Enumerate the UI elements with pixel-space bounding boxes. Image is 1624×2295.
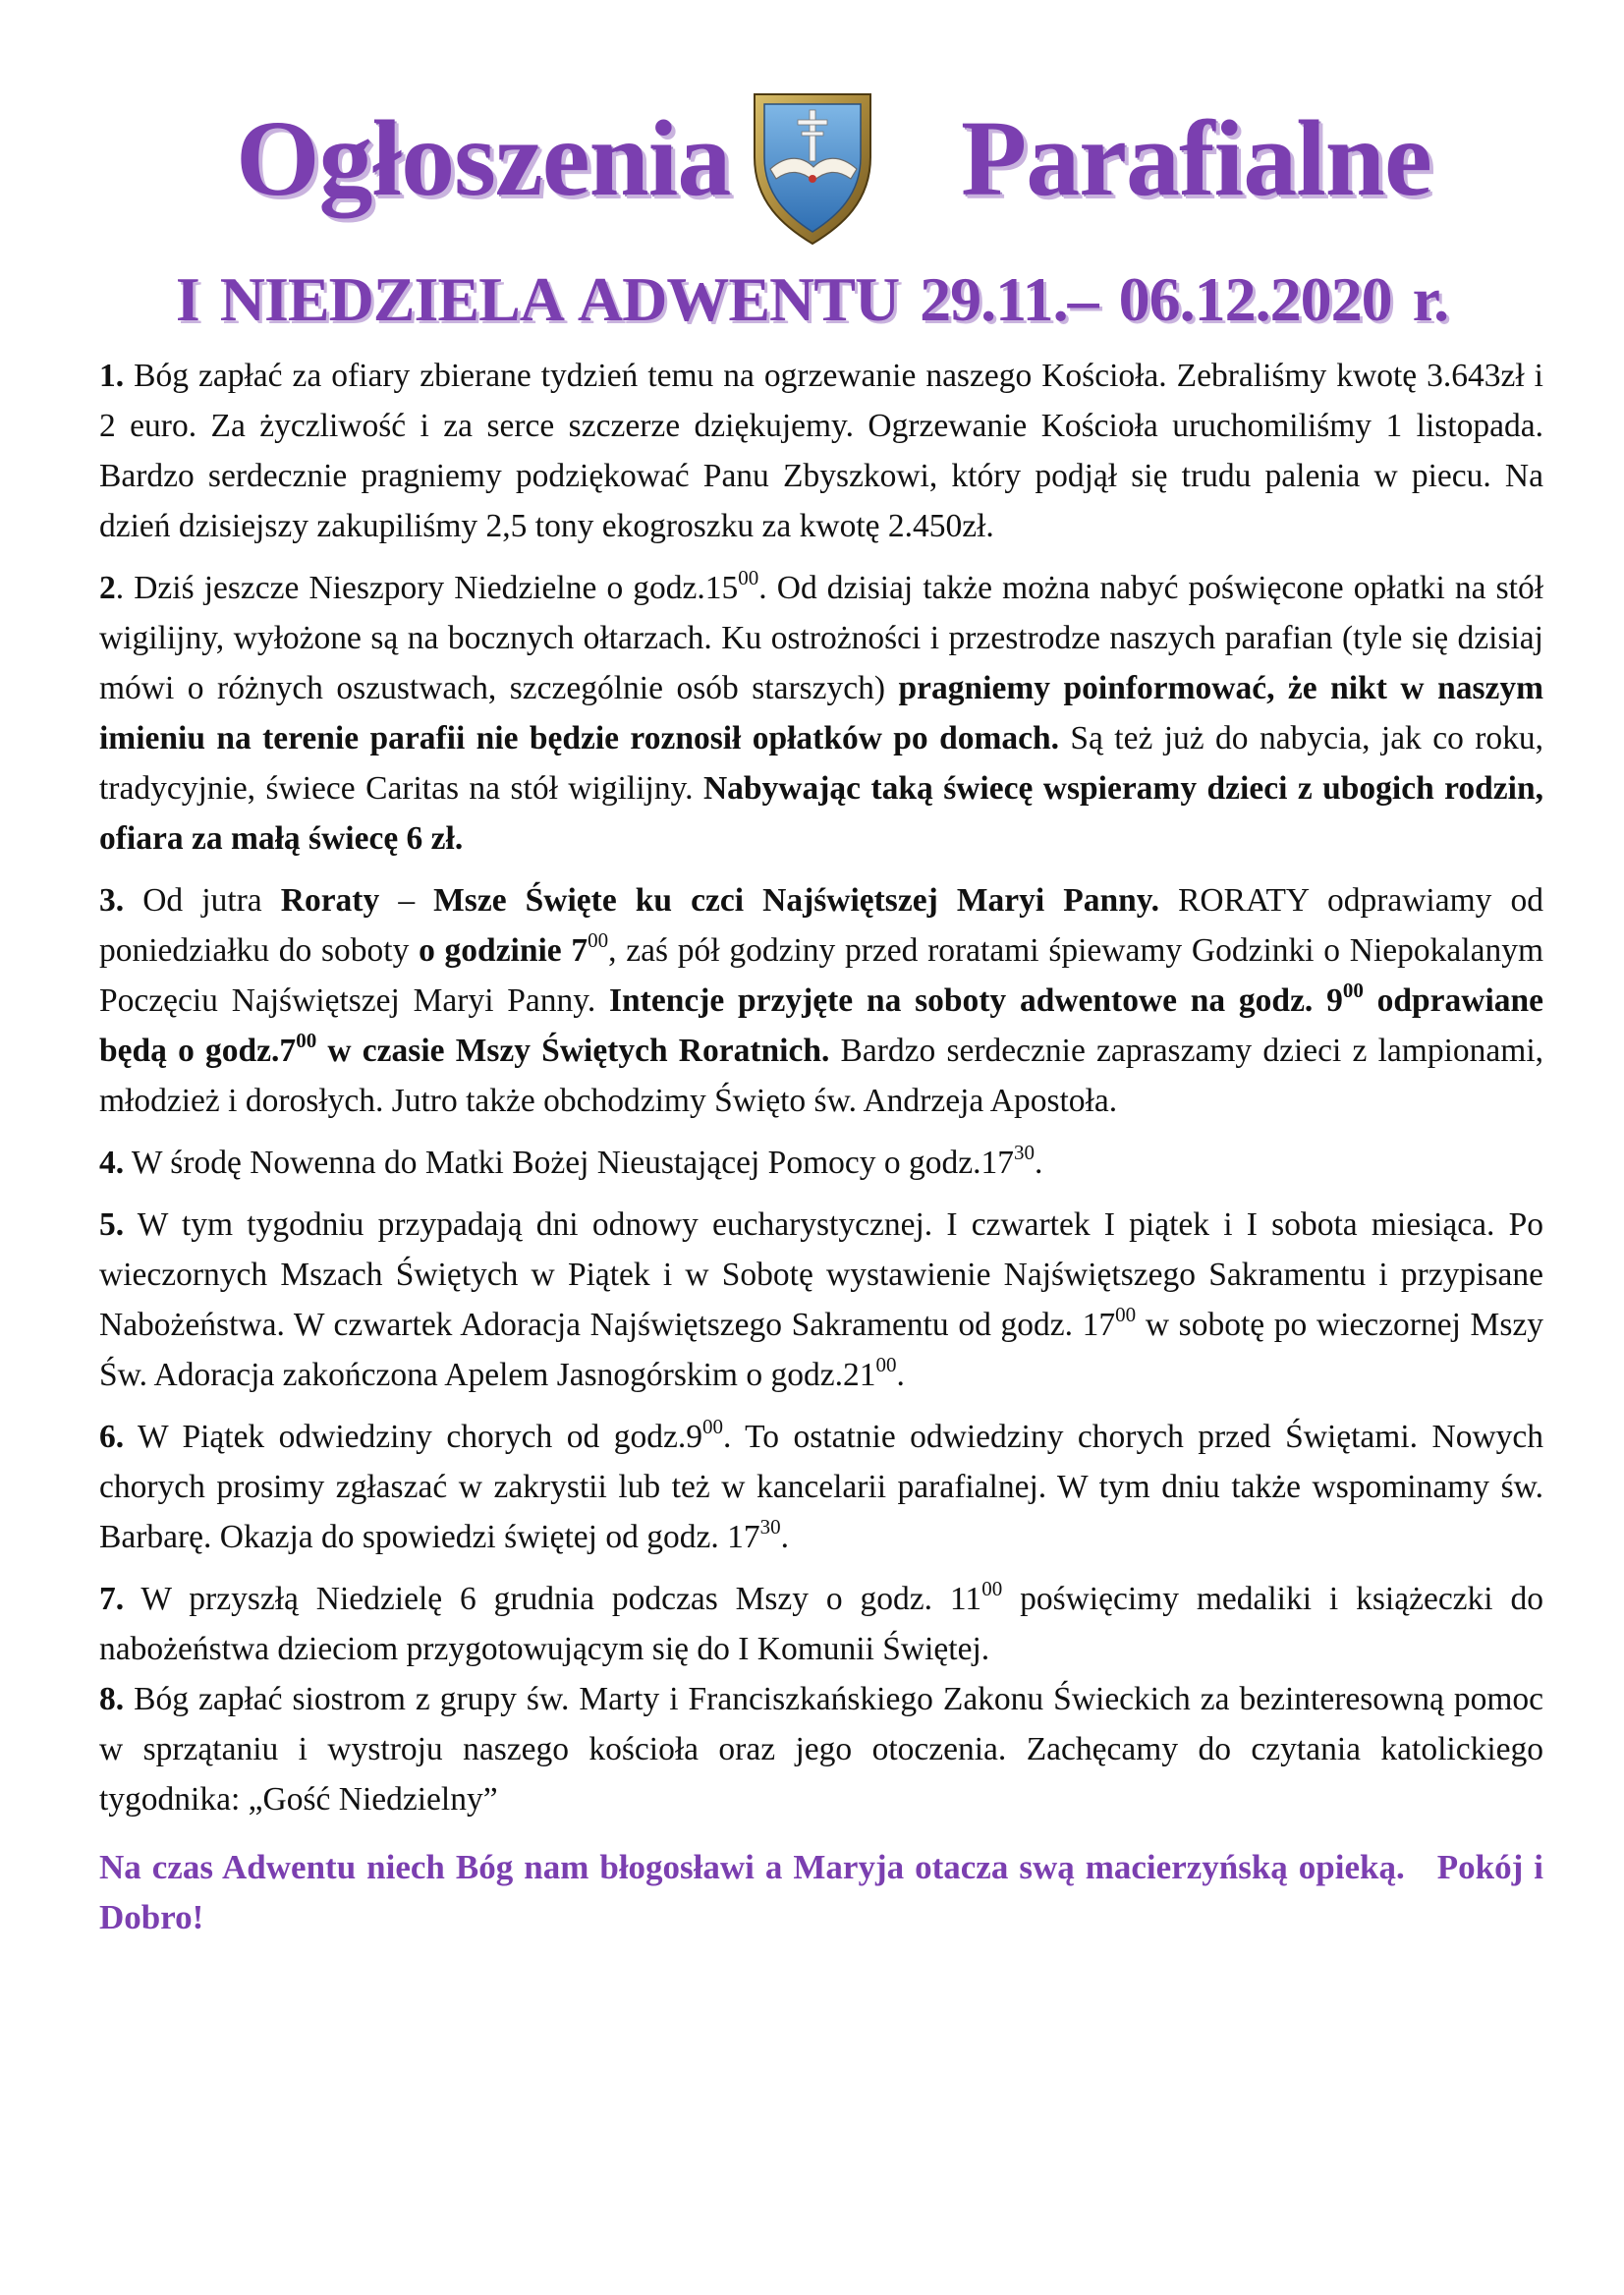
announcement-text: . bbox=[896, 1357, 905, 1393]
announcement-emphasis: o godzinie 7 bbox=[419, 932, 588, 969]
title-right: Parafialne bbox=[961, 98, 1431, 218]
announcement-4 bbox=[99, 1138, 1543, 1188]
page-subtitle: I NIEDZIELA ADWENTU 29.11.– 06.12.2020 r. bbox=[175, 264, 1449, 334]
announcement-text: poświęcimy medaliki i książeczki do nabożeństwa dzieciom przygotowującym się do I Komunii Świętej. bbox=[99, 1581, 1543, 1667]
announcement-emphasis: Msze Święte ku czci Najświętszej Maryi Panny. bbox=[433, 882, 1159, 919]
announcement-8 bbox=[99, 1674, 1543, 1824]
announcement-emphasis: odprawiane będą o godz.7 bbox=[99, 982, 1544, 1069]
closing-blessing bbox=[99, 1842, 1543, 1942]
time-superscript: 00 bbox=[588, 928, 609, 952]
title-left: Ogłoszenia bbox=[236, 98, 731, 218]
closing-text: Na czas Adwentu niech Bóg nam błogosławi a Maryja otacza swą macierzyńską opieką. bbox=[99, 1848, 1405, 1886]
announcement-text: W tym tygodniu przypadają dni odnowy eucharystycznej. I czwartek I piątek i I sobota miesiąca. Po wieczornych Mszach Świętych w Piątek i w Sobotę wystawienie Najświętszego Sakramentu i przypisane Nabożeństwa. W czwartek Adoracja Najświętszego Sakramentu od godz. 17 bbox=[99, 1206, 1543, 1343]
announcement-emphasis: pragniemy poinformować, że nikt w naszym imieniu na terenie parafii nie będzie roznosił opłatków po domach. bbox=[99, 670, 1544, 756]
announcement-emphasis: w czasie Mszy Świętych Roratnich. bbox=[316, 1033, 830, 1069]
announcement-text: . To ostatnie odwiedziny chorych przed Świętami. Nowych chorych prosimy zgłaszać w zakrystii lub też w kancelarii parafialnej. W tym dniu także wspominamy św. Barbarę. Okazja do spowiedzi świętej od godz. 17 bbox=[99, 1419, 1544, 1555]
announcement-emphasis: Roraty bbox=[280, 882, 380, 919]
announcement-text: . Dziś jeszcze Nieszpory Niedzielne o godz.15 bbox=[115, 570, 739, 606]
time-superscript: 00 bbox=[1342, 979, 1364, 1002]
announcement-number: 6. bbox=[99, 1419, 125, 1455]
announcement-number: 5. bbox=[99, 1206, 125, 1243]
announcement-number: 4. bbox=[99, 1145, 125, 1181]
announcement-number: 1. bbox=[99, 358, 125, 394]
time-superscript: 00 bbox=[981, 1577, 1003, 1600]
closing-greeting: Pokój i Dobro! bbox=[99, 1848, 1543, 1936]
announcement-text: . bbox=[780, 1519, 789, 1555]
time-superscript: 00 bbox=[875, 1353, 897, 1376]
announcement-7 bbox=[99, 1574, 1543, 1674]
announcement-text: RORATY odprawiamy od poniedziałku do soboty bbox=[99, 882, 1543, 969]
announcement-text: w sobotę po wieczornej Mszy Św. Adoracja zakończona Apelem Jasnogórskim o godz.21 bbox=[99, 1307, 1543, 1393]
announcement-emphasis: Nabywając taką świecę wspieramy dzieci z ubogich rodzin, ofiara za małą świecę 6 zł. bbox=[99, 770, 1543, 857]
announcement-text: Bóg zapłać siostrom z grupy św. Marty i Franciszkańskiego Zakonu Świeckich za bezinteresowną pomoc w sprzątaniu i wystroju naszego kościoła oraz jego otoczenia. Zachęcamy do czytania katolickiego tygodnika: „Gość Niedzielny” bbox=[99, 1681, 1543, 1818]
announcement-text: W przyszłą Niedzielę 6 grudnia podczas Mszy o godz. 11 bbox=[124, 1581, 982, 1617]
announcement-text: Od jutra bbox=[124, 882, 281, 919]
time-superscript: 30 bbox=[759, 1515, 781, 1539]
announcement-1 bbox=[99, 351, 1543, 551]
announcement-2 bbox=[99, 563, 1543, 864]
announcement-text: Są też już do nabycia, jak co roku, tradycyjnie, świece Caritas na stół wigilijny. bbox=[99, 720, 1543, 807]
announcement-text: . bbox=[1034, 1145, 1043, 1181]
announcement-text: . Od dzisiaj także można nabyć poświęcone opłatki na stół wigilijny, wyłożone są na bocznych ołtarzach. Ku ostrożności i przestrodze naszych parafian (tyle się dzisiaj mówi o różnych oszustwach, szczególnie osób starszych) bbox=[99, 570, 1544, 706]
announcement-3 bbox=[99, 875, 1543, 1126]
announcement-text: Bóg zapłać za ofiary zbierane tydzień temu na ogrzewanie naszego Kościoła. Zebraliśmy kwotę 3.643zł i 2 euro. Za życzliwość i za serce szczerze dziękujemy. Ogrzewanie Kościoła uruchomiliśmy 1 listopada. Bardzo serdecznie pragniemy podziękować Panu Zbyszkowi, który podjął się trudu palenia w piecu. Na dzień dzisiejszy zakupiliśmy 2,5 tony ekogroszku za kwotę 2.450zł. bbox=[99, 358, 1543, 544]
page-header bbox=[0, 88, 1624, 255]
announcement-text: Bardzo serdecznie zapraszamy dzieci z lampionami, młodzież i dorosłych. Jutro także obchodzimy Święto św. Andrzeja Apostoła. bbox=[99, 1033, 1544, 1119]
announcement-text: W Piątek odwiedziny chorych od godz.9 bbox=[124, 1419, 702, 1455]
franciscan-crest-icon bbox=[749, 88, 876, 248]
announcement-text: , zaś pół godziny przed roratami śpiewamy Godzinki o Niepokalanym Poczęciu Najświętszej Maryi Panny. bbox=[99, 932, 1543, 1019]
time-superscript: 30 bbox=[1013, 1141, 1035, 1164]
announcement-text: – bbox=[379, 882, 434, 919]
time-superscript: 00 bbox=[738, 566, 759, 589]
announcement-text: W środę Nowenna do Matki Bożej Nieustającej Pomocy o godz.17 bbox=[124, 1145, 1014, 1181]
announcement-number: 8. bbox=[99, 1681, 125, 1717]
announcements-list bbox=[99, 351, 1543, 1954]
time-superscript: 00 bbox=[1115, 1303, 1137, 1326]
announcement-emphasis: Intencje przyjęte na soboty adwentowe na godz. 9 bbox=[609, 982, 1343, 1019]
announcement-5 bbox=[99, 1200, 1543, 1400]
announcement-number: 3. bbox=[99, 882, 125, 919]
time-superscript: 00 bbox=[701, 1415, 723, 1438]
announcement-number: 7. bbox=[99, 1581, 125, 1617]
announcement-6 bbox=[99, 1412, 1543, 1562]
time-superscript: 00 bbox=[296, 1029, 317, 1052]
announcement-number: 2 bbox=[99, 570, 116, 606]
